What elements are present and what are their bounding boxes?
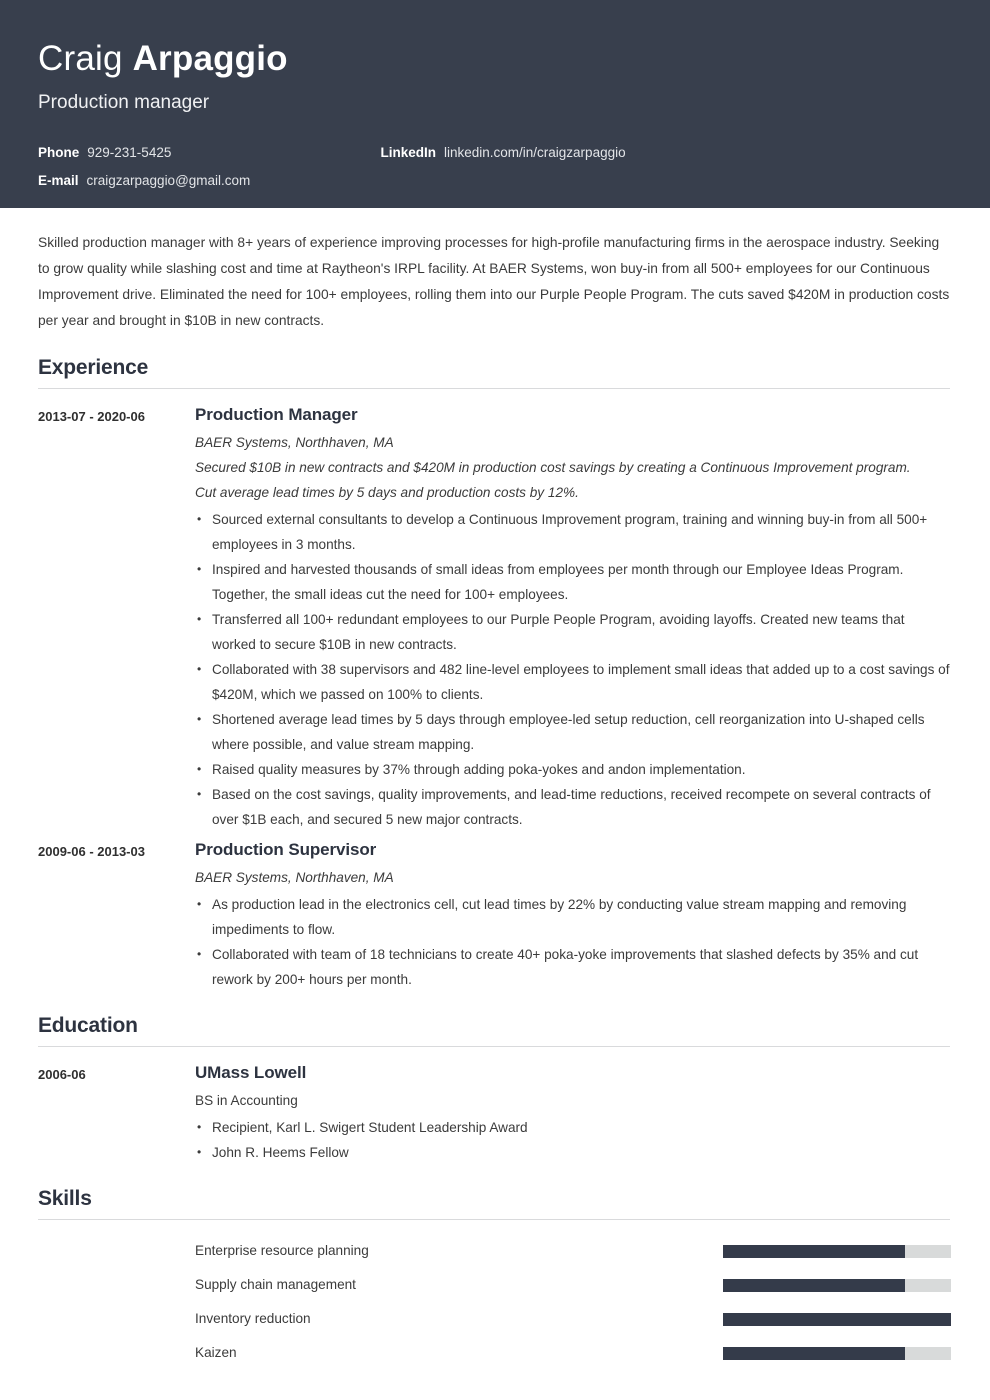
contact-phone-value: 929-231-5425: [87, 145, 172, 160]
contact-phone[interactable]: [38, 144, 368, 162]
entry-organization: BAER Systems, Northhaven, MA: [195, 870, 394, 885]
skill-row: [38, 1268, 950, 1302]
entry-description: Secured $10B in new contracts and $420M in production cost savings by creating a Continuous Improvement program. Cut average lead times by 5 days and production costs by 12%.: [195, 460, 911, 500]
section-title-education: Education: [38, 1014, 138, 1037]
skill-label: Enterprise resource planning: [195, 1243, 369, 1258]
entry-title: UMass Lowell: [195, 1063, 307, 1082]
header-job-title: Production manager: [38, 92, 210, 113]
entry-date: 2013-07 - 2020-06: [38, 409, 145, 424]
entry-main: [195, 403, 950, 832]
contact-phone-label: Phone: [38, 145, 80, 160]
entry-bullet-list: [195, 507, 950, 832]
entry-date: 2006-06: [38, 1067, 86, 1082]
skill-row: [38, 1302, 950, 1336]
list-item: • Sourced external consultants to develop a Continuous Improvement program, training and winning buy-in from all 500+ employees in 3 months.: [195, 507, 950, 557]
section-experience: [38, 356, 950, 992]
last-name: Arpaggio: [132, 39, 288, 78]
entry-main: [195, 838, 950, 992]
section-education: [38, 1014, 950, 1165]
list-item: • John R. Heems Fellow: [195, 1140, 950, 1165]
entry-title: Production Supervisor: [195, 840, 377, 859]
skill-row: [38, 1234, 950, 1268]
skill-level-bar: [723, 1279, 951, 1292]
section-title-experience: Experience: [38, 356, 149, 379]
contact-linkedin[interactable]: [368, 144, 888, 162]
skill-level-fill: [723, 1245, 905, 1258]
contact-block: [38, 144, 952, 200]
contact-email-value: craigzarpaggio@gmail.com: [86, 173, 251, 188]
resume-header: [0, 0, 990, 208]
entry-organization: BAER Systems, Northhaven, MA: [195, 435, 394, 450]
skill-level-fill: [723, 1313, 951, 1326]
list-item: • Recipient, Karl L. Swigert Student Leadership Award: [195, 1115, 950, 1140]
list-item: • Collaborated with 38 supervisors and 482 line-level employees to implement small ideas that added up to a cost savings of $420M, which we passed on 100% to clients.: [195, 657, 950, 707]
entry-date: 2009-06 - 2013-03: [38, 844, 145, 859]
list-item: • Transferred all 100+ redundant employees to our Purple People Program, avoiding layoffs. Created new teams that worked to secure $10B in new contracts.: [195, 607, 950, 657]
skill-level-fill: [723, 1347, 905, 1360]
resume-body: [0, 230, 990, 1370]
list-item: • Shortened average lead times by 5 days through employee-led setup reduction, cell reorganization into U-shaped cells where possible, and value stream mapping.: [195, 707, 950, 757]
skill-label: Inventory reduction: [195, 1311, 311, 1326]
section-divider: [38, 1219, 950, 1220]
entry-degree: BS in Accounting: [195, 1093, 298, 1108]
section-title-skills: Skills: [38, 1187, 92, 1210]
contact-row-2: [38, 172, 952, 200]
entry-bullet-list: [195, 1115, 950, 1165]
page-title: [38, 38, 952, 80]
list-item: • As production lead in the electronics cell, cut lead times by 22% by conducting value stream mapping and removing impediments to flow.: [195, 892, 950, 942]
summary-paragraph: Skilled production manager with 8+ years of experience improving processes for high-profile manufacturing firms in the aerospace industry. Seeking to grow quality while slashing cost and time at Raytheon's IRPL facility. At BAER Systems, won buy-in from all 500+ employees for our Continuous Improvement drive. Eliminated the need for 100+ employees, rolling them into our Purple People Program. The cuts saved $420M in production costs per year and brought in $10B in new contracts.: [38, 235, 950, 328]
contact-email-label: E-mail: [38, 173, 79, 188]
entry-main: [195, 1061, 950, 1165]
skills-list: [38, 1234, 950, 1370]
list-item: • Based on the cost savings, quality improvements, and lead-time reductions, received recompete on several contracts of over $1B each, and secured 5 new major contracts.: [195, 782, 950, 832]
education-entry: [38, 1061, 950, 1165]
section-skills: [38, 1187, 950, 1370]
experience-entry: [38, 838, 950, 992]
list-item: • Raised quality measures by 37% through adding poka-yokes and andon implementation.: [195, 757, 950, 782]
entry-bullet-list: [195, 892, 950, 992]
list-item: • Collaborated with team of 18 technicians to create 40+ poka-yoke improvements that slashed defects by 35% and cut rework by 200+ hours per month.: [195, 942, 950, 992]
contact-email[interactable]: [38, 172, 368, 190]
skill-label: Kaizen: [195, 1345, 237, 1360]
entry-title: Production Manager: [195, 405, 358, 424]
skill-label: Supply chain management: [195, 1277, 356, 1292]
skill-level-bar: [723, 1347, 951, 1360]
first-name: Craig: [38, 39, 133, 78]
section-divider: [38, 1046, 950, 1047]
section-divider: [38, 388, 950, 389]
list-item: • Inspired and harvested thousands of small ideas from employees per month through our Employee Ideas Program. Together, the small ideas cut the need for 100+ employees.: [195, 557, 950, 607]
skill-row: [38, 1336, 950, 1370]
skill-level-bar: [723, 1313, 951, 1326]
skill-level-bar: [723, 1245, 951, 1258]
contact-row-1: [38, 144, 952, 172]
contact-linkedin-value: linkedin.com/in/craigzarpaggio: [444, 145, 626, 160]
contact-linkedin-label: LinkedIn: [380, 145, 436, 160]
skill-level-fill: [723, 1279, 905, 1292]
experience-entry: [38, 403, 950, 832]
